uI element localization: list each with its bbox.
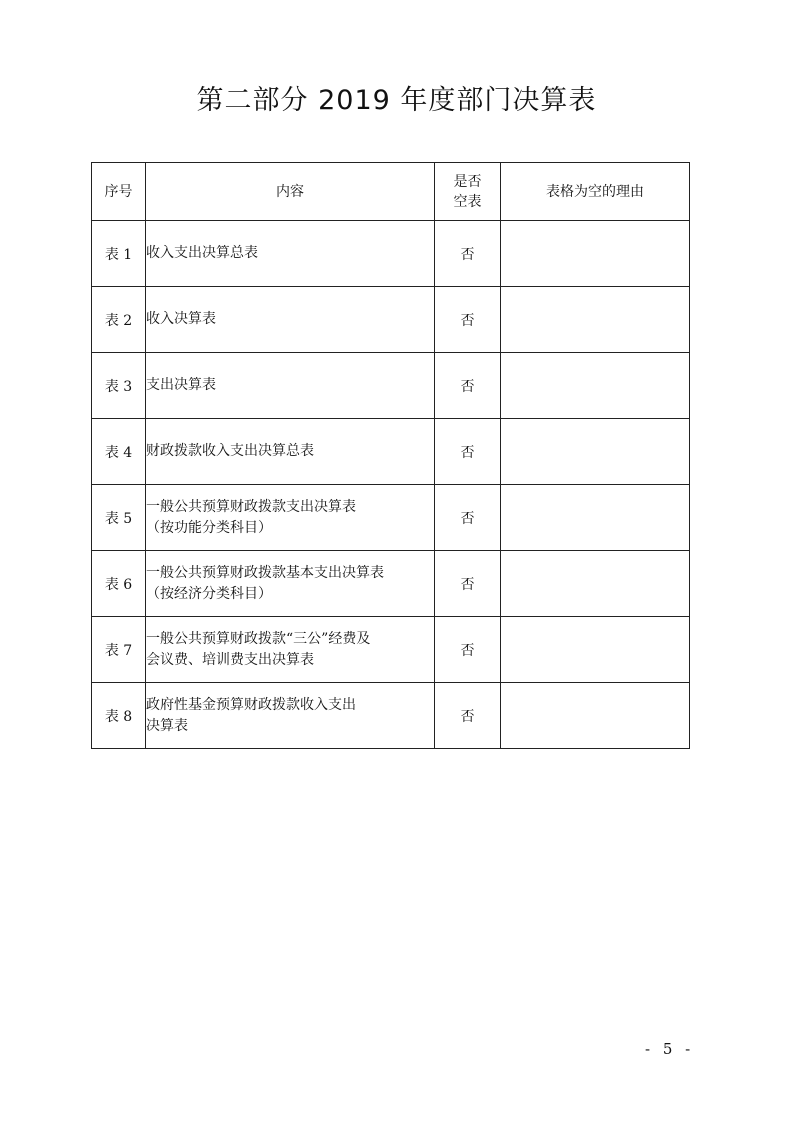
table-row xyxy=(92,485,690,551)
header-is-empty-line1: 是否 xyxy=(453,173,482,190)
row-content-line2: （按经济分类科目） xyxy=(146,585,272,602)
row-reason xyxy=(501,221,690,287)
header-is-empty xyxy=(435,163,501,221)
row-content-line1: 收入支出决算总表 xyxy=(146,245,258,261)
header-reason: 表格为空的理由 xyxy=(501,163,690,221)
table-row xyxy=(92,419,690,485)
row-content xyxy=(146,551,435,617)
row-content-line2: 决算表 xyxy=(146,717,188,734)
row-number: 表 7 xyxy=(92,617,146,683)
header-number: 序号 xyxy=(92,163,146,221)
row-content-line1: 一般公共预算财政拨款“三公”经费及 xyxy=(146,630,371,647)
row-number: 表 1 xyxy=(92,221,146,287)
row-content xyxy=(146,419,435,485)
row-is-empty: 否 xyxy=(435,551,501,617)
table-row xyxy=(92,683,690,749)
row-content xyxy=(146,683,435,749)
row-is-empty: 否 xyxy=(435,683,501,749)
header-content: 内容 xyxy=(146,163,435,221)
row-content-line1: 收入决算表 xyxy=(146,311,216,327)
row-content xyxy=(146,221,435,287)
row-content xyxy=(146,287,435,353)
row-content xyxy=(146,353,435,419)
row-content-line1: 财政拨款收入支出决算总表 xyxy=(146,443,314,459)
row-reason xyxy=(501,617,690,683)
row-reason xyxy=(501,419,690,485)
row-number: 表 5 xyxy=(92,485,146,551)
row-reason xyxy=(501,485,690,551)
row-number: 表 8 xyxy=(92,683,146,749)
row-is-empty: 否 xyxy=(435,617,501,683)
row-content-line1: 政府性基金预算财政拨款收入支出 xyxy=(146,696,356,713)
table-row xyxy=(92,551,690,617)
table-row xyxy=(92,287,690,353)
table-header-row xyxy=(92,163,690,221)
row-content-line2: （按功能分类科目） xyxy=(146,519,272,536)
row-is-empty: 否 xyxy=(435,485,501,551)
header-is-empty-line2: 空表 xyxy=(453,193,482,210)
row-reason xyxy=(501,683,690,749)
row-content-line1: 一般公共预算财政拨款支出决算表 xyxy=(146,498,356,515)
row-is-empty: 否 xyxy=(435,221,501,287)
row-content-line1: 支出决算表 xyxy=(146,377,216,393)
row-reason xyxy=(501,287,690,353)
table-row xyxy=(92,353,690,419)
row-number: 表 3 xyxy=(92,353,146,419)
row-number: 表 6 xyxy=(92,551,146,617)
row-content xyxy=(146,617,435,683)
page-title: 第二部分 2019 年度部门决算表 xyxy=(196,85,597,116)
row-content-line2: 会议费、培训费支出决算表 xyxy=(146,651,314,668)
row-is-empty: 否 xyxy=(435,419,501,485)
table-row xyxy=(92,617,690,683)
row-is-empty: 否 xyxy=(435,353,501,419)
row-number: 表 4 xyxy=(92,419,146,485)
final-accounts-table xyxy=(91,162,690,749)
row-reason xyxy=(501,353,690,419)
row-content xyxy=(146,485,435,551)
row-is-empty: 否 xyxy=(435,287,501,353)
row-reason xyxy=(501,551,690,617)
row-content-line1: 一般公共预算财政拨款基本支出决算表 xyxy=(146,564,384,581)
page-number: - 5 - xyxy=(645,1040,695,1058)
row-number: 表 2 xyxy=(92,287,146,353)
table-row xyxy=(92,221,690,287)
